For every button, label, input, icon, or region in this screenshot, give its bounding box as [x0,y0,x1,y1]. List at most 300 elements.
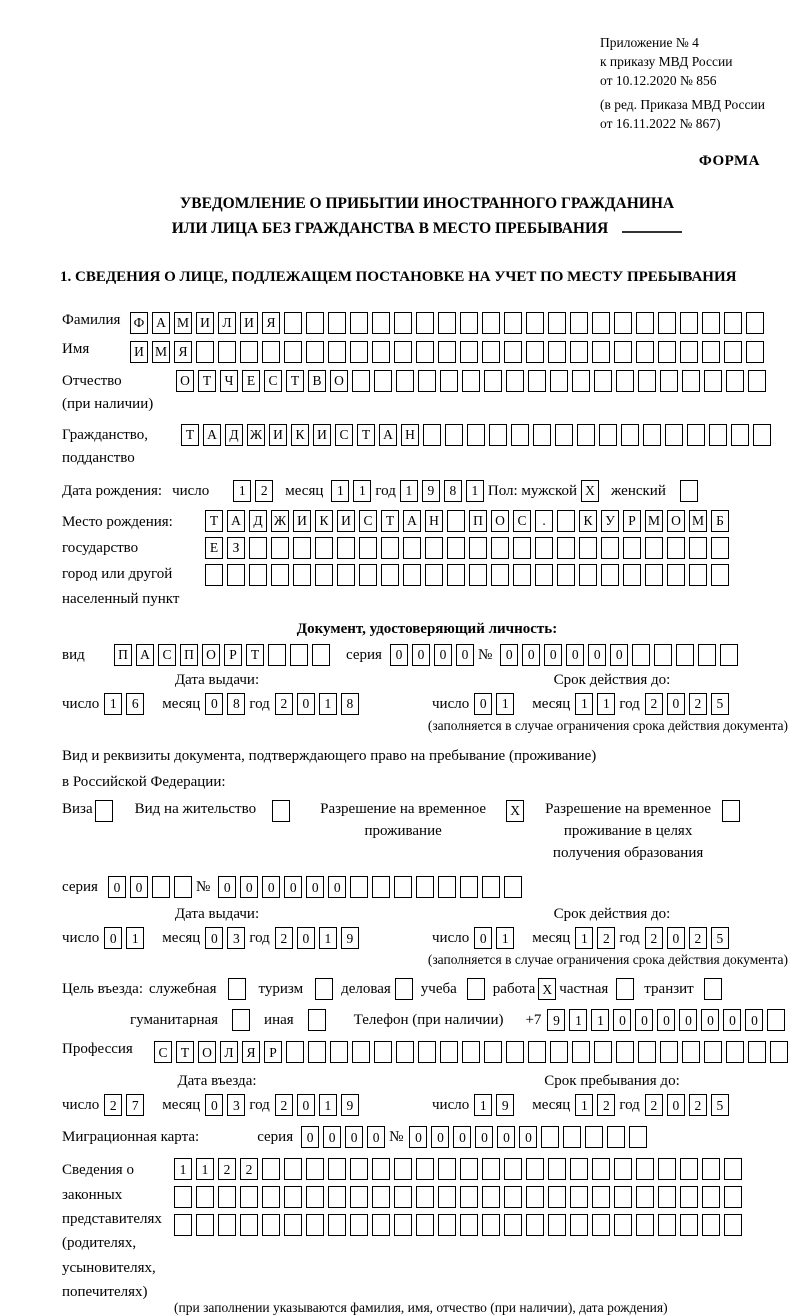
char-box[interactable] [658,1186,676,1208]
char-box[interactable] [704,370,722,392]
char-box[interactable] [284,1158,302,1180]
char-box[interactable]: 2 [218,1158,236,1180]
char-box[interactable]: 1 [575,1094,593,1116]
char-box[interactable]: Л [220,1041,238,1063]
char-box[interactable]: 1 [597,693,615,715]
char-box[interactable]: 0 [610,644,628,666]
char-box[interactable]: М [152,341,170,363]
char-box[interactable]: 1 [496,927,514,949]
char-box[interactable] [623,564,641,586]
char-box[interactable] [513,537,531,559]
char-box[interactable] [623,537,641,559]
char-box[interactable]: Т [181,424,199,446]
char-box[interactable] [511,424,529,446]
char-box[interactable]: И [240,312,258,334]
char-box[interactable] [462,1041,480,1063]
char-box[interactable] [174,1214,192,1236]
purpose-tourism-checkbox[interactable] [315,978,333,1000]
char-box[interactable] [482,876,500,898]
char-box[interactable]: 0 [519,1126,537,1148]
char-box[interactable] [469,537,487,559]
char-box[interactable] [482,312,500,334]
char-box[interactable]: О [491,510,509,532]
char-box[interactable] [337,564,355,586]
char-box[interactable] [249,537,267,559]
char-box[interactable] [636,1158,654,1180]
char-box[interactable] [726,370,744,392]
char-box[interactable]: Д [225,424,243,446]
char-box[interactable] [607,1126,625,1148]
char-box[interactable]: 0 [301,1126,319,1148]
char-box[interactable] [262,341,280,363]
char-box[interactable]: 0 [667,1094,685,1116]
char-box[interactable]: Л [218,312,236,334]
char-box[interactable] [337,537,355,559]
char-box[interactable] [306,1214,324,1236]
char-box[interactable] [572,370,590,392]
char-box[interactable]: Т [198,370,216,392]
char-box[interactable]: 1 [591,1009,609,1031]
char-box[interactable]: Н [401,424,419,446]
char-box[interactable]: 0 [456,644,474,666]
purpose-other-checkbox[interactable] [308,1009,326,1031]
char-box[interactable]: 0 [497,1126,515,1148]
char-box[interactable] [704,1041,722,1063]
char-box[interactable] [643,424,661,446]
char-box[interactable] [702,1186,720,1208]
char-box[interactable] [491,537,509,559]
char-box[interactable] [293,564,311,586]
char-box[interactable] [460,1158,478,1180]
char-box[interactable] [306,312,324,334]
char-box[interactable] [306,341,324,363]
char-box[interactable]: П [180,644,198,666]
char-box[interactable]: К [579,510,597,532]
char-box[interactable]: 1 [331,480,349,502]
char-box[interactable]: Р [224,644,242,666]
char-box[interactable]: В [308,370,326,392]
char-box[interactable] [548,312,566,334]
char-box[interactable] [484,1041,502,1063]
char-box[interactable] [394,1214,412,1236]
char-box[interactable] [541,1126,559,1148]
char-box[interactable] [482,1214,500,1236]
char-box[interactable] [676,644,694,666]
char-box[interactable] [680,1158,698,1180]
char-box[interactable] [416,1214,434,1236]
char-box[interactable] [702,1158,720,1180]
char-box[interactable] [330,1041,348,1063]
char-box[interactable] [533,424,551,446]
char-box[interactable] [526,1186,544,1208]
char-box[interactable]: 2 [689,693,707,715]
char-box[interactable] [423,424,441,446]
char-box[interactable] [467,424,485,446]
char-box[interactable]: 2 [275,1094,293,1116]
char-box[interactable]: 1 [569,1009,587,1031]
char-box[interactable]: Т [286,370,304,392]
char-box[interactable] [372,341,390,363]
sex-female-checkbox[interactable] [680,480,698,502]
char-box[interactable] [682,1041,700,1063]
char-box[interactable]: П [469,510,487,532]
char-box[interactable] [372,312,390,334]
char-box[interactable] [658,1214,676,1236]
char-box[interactable] [645,564,663,586]
char-box[interactable] [702,1214,720,1236]
char-box[interactable]: У [601,510,619,532]
char-box[interactable]: Т [381,510,399,532]
char-box[interactable] [504,1186,522,1208]
char-box[interactable] [328,1214,346,1236]
char-box[interactable] [702,341,720,363]
char-box[interactable]: Е [242,370,260,392]
char-box[interactable]: 0 [544,644,562,666]
char-box[interactable]: 6 [126,693,144,715]
char-box[interactable]: 0 [367,1126,385,1148]
char-box[interactable]: 1 [496,693,514,715]
char-box[interactable]: К [315,510,333,532]
char-box[interactable] [359,564,377,586]
char-box[interactable]: Т [176,1041,194,1063]
char-box[interactable]: 0 [657,1009,675,1031]
char-box[interactable] [394,1186,412,1208]
char-box[interactable]: А [136,644,154,666]
char-box[interactable] [308,1041,326,1063]
char-box[interactable]: 0 [345,1126,363,1148]
char-box[interactable]: О [202,644,220,666]
char-box[interactable] [614,1214,632,1236]
char-box[interactable]: Я [174,341,192,363]
char-box[interactable]: С [264,370,282,392]
char-box[interactable] [687,424,705,446]
char-box[interactable] [262,1214,280,1236]
char-box[interactable] [312,644,330,666]
char-box[interactable] [506,1041,524,1063]
char-box[interactable]: 3 [227,927,245,949]
char-box[interactable]: Я [262,312,280,334]
char-box[interactable] [372,1158,390,1180]
char-box[interactable] [555,424,573,446]
char-box[interactable]: 2 [597,1094,615,1116]
char-box[interactable] [416,1186,434,1208]
char-box[interactable] [205,564,223,586]
char-box[interactable] [394,341,412,363]
char-box[interactable] [526,1214,544,1236]
char-box[interactable] [594,370,612,392]
char-box[interactable] [632,644,650,666]
char-box[interactable]: С [158,644,176,666]
char-box[interactable]: 9 [547,1009,565,1031]
char-box[interactable] [482,1186,500,1208]
char-box[interactable] [654,644,672,666]
char-box[interactable] [636,1186,654,1208]
char-box[interactable] [702,312,720,334]
char-box[interactable]: 0 [205,693,223,715]
char-box[interactable] [504,876,522,898]
char-box[interactable]: 0 [701,1009,719,1031]
char-box[interactable] [570,1186,588,1208]
char-box[interactable]: К [291,424,309,446]
char-box[interactable]: 0 [328,876,346,898]
char-box[interactable] [614,1186,632,1208]
char-box[interactable]: 0 [431,1126,449,1148]
char-box[interactable]: М [645,510,663,532]
char-box[interactable] [152,876,170,898]
char-box[interactable] [770,1041,788,1063]
char-box[interactable] [438,341,456,363]
char-box[interactable]: 0 [205,927,223,949]
char-box[interactable]: 8 [227,693,245,715]
char-box[interactable] [526,1158,544,1180]
char-box[interactable] [403,564,421,586]
char-box[interactable] [577,424,595,446]
char-box[interactable] [599,424,617,446]
char-box[interactable]: 0 [613,1009,631,1031]
char-box[interactable]: А [152,312,170,334]
char-box[interactable] [570,1158,588,1180]
char-box[interactable]: М [689,510,707,532]
char-box[interactable] [350,1186,368,1208]
char-box[interactable]: 5 [711,927,729,949]
char-box[interactable] [638,370,656,392]
char-box[interactable] [372,876,390,898]
char-box[interactable]: 0 [635,1009,653,1031]
char-box[interactable] [482,341,500,363]
char-box[interactable] [689,537,707,559]
char-box[interactable] [227,564,245,586]
char-box[interactable]: 2 [275,693,293,715]
char-box[interactable] [636,1214,654,1236]
char-box[interactable] [484,370,502,392]
char-box[interactable]: И [196,312,214,334]
char-box[interactable] [614,341,632,363]
char-box[interactable] [416,312,434,334]
char-box[interactable] [660,1041,678,1063]
char-box[interactable]: Ф [130,312,148,334]
char-box[interactable] [504,312,522,334]
char-box[interactable] [489,424,507,446]
char-box[interactable] [689,564,707,586]
char-box[interactable] [550,370,568,392]
char-box[interactable] [557,537,575,559]
char-box[interactable] [328,341,346,363]
char-box[interactable]: 0 [108,876,126,898]
char-box[interactable]: Т [246,644,264,666]
char-box[interactable]: 0 [218,876,236,898]
char-box[interactable] [709,424,727,446]
char-box[interactable] [438,1186,456,1208]
char-box[interactable]: 0 [500,644,518,666]
char-box[interactable] [504,341,522,363]
char-box[interactable]: 2 [645,693,663,715]
char-box[interactable] [240,1214,258,1236]
char-box[interactable] [262,1186,280,1208]
char-box[interactable] [262,1158,280,1180]
char-box[interactable] [418,1041,436,1063]
char-box[interactable] [174,876,192,898]
visa-checkbox[interactable] [95,800,113,822]
purpose-private-checkbox[interactable] [616,978,634,1000]
char-box[interactable] [374,370,392,392]
char-box[interactable] [315,564,333,586]
char-box[interactable] [284,312,302,334]
char-box[interactable] [284,1214,302,1236]
char-box[interactable]: О [330,370,348,392]
char-box[interactable]: 0 [284,876,302,898]
char-box[interactable]: 9 [341,927,359,949]
char-box[interactable] [748,370,766,392]
char-box[interactable]: 0 [412,644,430,666]
char-box[interactable] [440,370,458,392]
char-box[interactable] [286,1041,304,1063]
char-box[interactable]: 1 [233,480,251,502]
char-box[interactable] [374,1041,392,1063]
char-box[interactable]: Р [264,1041,282,1063]
char-box[interactable] [616,1041,634,1063]
char-box[interactable]: 3 [227,1094,245,1116]
char-box[interactable]: 0 [588,644,606,666]
char-box[interactable] [394,312,412,334]
char-box[interactable]: Я [242,1041,260,1063]
char-box[interactable] [352,370,370,392]
char-box[interactable]: С [513,510,531,532]
char-box[interactable] [753,424,771,446]
char-box[interactable]: 0 [409,1126,427,1148]
purpose-business-checkbox[interactable] [228,978,246,1000]
char-box[interactable]: А [203,424,221,446]
char-box[interactable] [592,1158,610,1180]
char-box[interactable]: А [379,424,397,446]
char-box[interactable]: 1 [575,693,593,715]
char-box[interactable]: Ж [247,424,265,446]
char-box[interactable] [680,312,698,334]
char-box[interactable]: 2 [275,927,293,949]
char-box[interactable] [460,341,478,363]
char-box[interactable]: 2 [645,1094,663,1116]
char-box[interactable] [724,341,742,363]
char-box[interactable] [293,537,311,559]
char-box[interactable] [579,564,597,586]
char-box[interactable] [372,1214,390,1236]
char-box[interactable]: 2 [240,1158,258,1180]
char-box[interactable] [513,564,531,586]
char-box[interactable]: . [535,510,553,532]
char-box[interactable] [438,1158,456,1180]
char-box[interactable] [724,312,742,334]
char-box[interactable] [548,1214,566,1236]
char-box[interactable]: Ж [271,510,289,532]
char-box[interactable] [396,1041,414,1063]
char-box[interactable] [482,1158,500,1180]
char-box[interactable] [557,564,575,586]
char-box[interactable] [667,537,685,559]
temp-residence-education-checkbox[interactable] [722,800,740,822]
char-box[interactable] [328,1158,346,1180]
char-box[interactable] [438,312,456,334]
char-box[interactable]: 0 [475,1126,493,1148]
char-box[interactable] [352,1041,370,1063]
char-box[interactable]: Т [205,510,223,532]
char-box[interactable] [601,564,619,586]
char-box[interactable] [418,370,436,392]
char-box[interactable] [724,1158,742,1180]
char-box[interactable]: 1 [575,927,593,949]
char-box[interactable]: 7 [126,1094,144,1116]
char-box[interactable] [396,370,414,392]
char-box[interactable]: 0 [474,927,492,949]
char-box[interactable] [548,1186,566,1208]
char-box[interactable]: 0 [130,876,148,898]
char-box[interactable] [724,1186,742,1208]
char-box[interactable]: О [176,370,194,392]
char-box[interactable]: Б [711,510,729,532]
char-box[interactable] [594,1041,612,1063]
char-box[interactable] [196,1186,214,1208]
char-box[interactable]: И [293,510,311,532]
char-box[interactable] [425,537,443,559]
char-box[interactable]: 1 [474,1094,492,1116]
char-box[interactable] [629,1126,647,1148]
char-box[interactable]: 2 [104,1094,122,1116]
char-box[interactable] [350,1214,368,1236]
char-box[interactable] [658,341,676,363]
char-box[interactable] [218,1214,236,1236]
char-box[interactable] [616,370,634,392]
char-box[interactable] [249,564,267,586]
char-box[interactable]: 0 [667,927,685,949]
char-box[interactable] [680,341,698,363]
char-box[interactable] [271,564,289,586]
char-box[interactable] [645,537,663,559]
char-box[interactable] [403,537,421,559]
char-box[interactable]: 0 [566,644,584,666]
char-box[interactable]: 0 [522,644,540,666]
char-box[interactable]: 5 [711,1094,729,1116]
residence-permit-checkbox[interactable] [272,800,290,822]
char-box[interactable] [748,1041,766,1063]
char-box[interactable] [394,876,412,898]
char-box[interactable]: О [198,1041,216,1063]
char-box[interactable]: 0 [474,693,492,715]
char-box[interactable] [579,537,597,559]
char-box[interactable]: М [174,312,192,334]
char-box[interactable] [504,1214,522,1236]
char-box[interactable]: 1 [104,693,122,715]
char-box[interactable] [306,1186,324,1208]
char-box[interactable]: 1 [319,927,337,949]
char-box[interactable] [447,564,465,586]
char-box[interactable]: 2 [597,927,615,949]
char-box[interactable]: 0 [679,1009,697,1031]
char-box[interactable] [447,510,465,532]
char-box[interactable] [731,424,749,446]
char-box[interactable] [174,1186,192,1208]
char-box[interactable] [462,370,480,392]
char-box[interactable] [680,1214,698,1236]
char-box[interactable] [680,1186,698,1208]
char-box[interactable]: 0 [323,1126,341,1148]
char-box[interactable]: С [359,510,377,532]
char-box[interactable] [726,1041,744,1063]
char-box[interactable]: 2 [689,927,707,949]
char-box[interactable]: И [269,424,287,446]
char-box[interactable]: 1 [400,480,418,502]
char-box[interactable] [284,341,302,363]
char-box[interactable]: П [114,644,132,666]
char-box[interactable] [491,564,509,586]
char-box[interactable] [557,510,575,532]
